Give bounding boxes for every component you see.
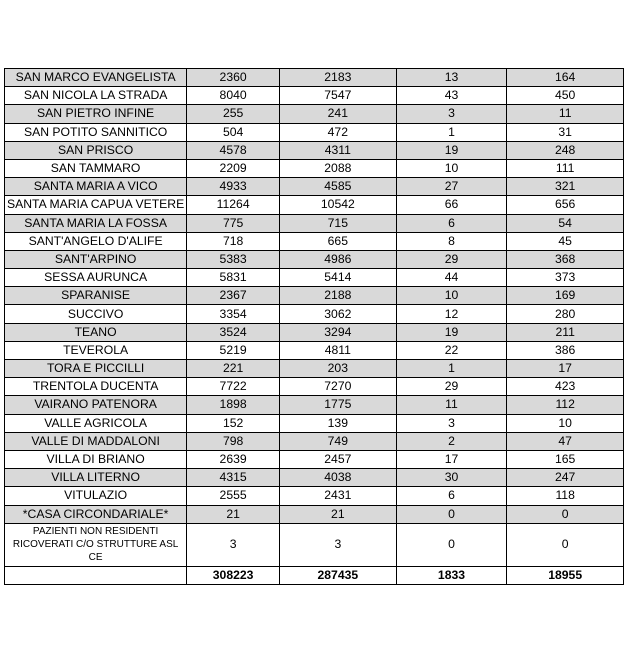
value-cell-3: 8 xyxy=(396,232,507,250)
value-cell-2: 4585 xyxy=(280,178,397,196)
value-cell-1: 7722 xyxy=(187,378,280,396)
value-cell-1: 221 xyxy=(187,360,280,378)
municipality-name-cell: TORA E PICCILLI xyxy=(5,360,187,378)
total-value-cell-2: 287435 xyxy=(280,566,397,584)
value-cell-2: 241 xyxy=(280,105,397,123)
value-cell-2: 7547 xyxy=(280,87,397,105)
table-row xyxy=(5,287,624,305)
table-row xyxy=(5,178,624,196)
table-row xyxy=(5,396,624,414)
value-cell-1: 2555 xyxy=(187,487,280,505)
value-cell-2: 21 xyxy=(280,505,397,523)
value-cell-4: 118 xyxy=(507,487,624,505)
value-cell-1: 5383 xyxy=(187,250,280,268)
value-cell-3: 12 xyxy=(396,305,507,323)
value-cell-1: 3524 xyxy=(187,323,280,341)
table-row xyxy=(5,159,624,177)
municipality-name-cell: VALLE DI MADDALONI xyxy=(5,432,187,450)
value-cell-3: 10 xyxy=(396,159,507,177)
value-cell-3: 19 xyxy=(396,141,507,159)
value-cell-4: 11 xyxy=(507,105,624,123)
value-cell-4: 112 xyxy=(507,396,624,414)
municipality-name-cell: *CASA CIRCONDARIALE* xyxy=(5,505,187,523)
table-row xyxy=(5,360,624,378)
municipality-name-cell: SAN PIETRO INFINE xyxy=(5,105,187,123)
table-body xyxy=(5,69,624,585)
municipality-name-cell: SANTA MARIA CAPUA VETERE xyxy=(5,196,187,214)
municipality-name-cell: VAIRANO PATENORA xyxy=(5,396,187,414)
municipality-name-cell: SAN NICOLA LA STRADA xyxy=(5,87,187,105)
municipality-name-cell: PAZIENTI NON RESIDENTI RICOVERATI C/O STRUTTURE ASL CE xyxy=(5,523,187,566)
value-cell-1: 4933 xyxy=(187,178,280,196)
value-cell-4: 54 xyxy=(507,214,624,232)
value-cell-1: 775 xyxy=(187,214,280,232)
value-cell-4: 280 xyxy=(507,305,624,323)
value-cell-1: 152 xyxy=(187,414,280,432)
value-cell-2: 4311 xyxy=(280,141,397,159)
table-row xyxy=(5,105,624,123)
value-cell-2: 5414 xyxy=(280,269,397,287)
table-row xyxy=(5,269,624,287)
value-cell-1: 3 xyxy=(187,523,280,566)
value-cell-2: 4986 xyxy=(280,250,397,268)
value-cell-1: 2360 xyxy=(187,69,280,87)
value-cell-4: 450 xyxy=(507,87,624,105)
municipality-name-cell: SUCCIVO xyxy=(5,305,187,323)
municipality-data-table xyxy=(4,68,624,585)
municipality-name-cell: SANTA MARIA LA FOSSA xyxy=(5,214,187,232)
table-row xyxy=(5,450,624,468)
value-cell-4: 368 xyxy=(507,250,624,268)
value-cell-2: 10542 xyxy=(280,196,397,214)
value-cell-3: 6 xyxy=(396,214,507,232)
municipality-name-cell: VITULAZIO xyxy=(5,487,187,505)
value-cell-3: 10 xyxy=(396,287,507,305)
municipality-name-cell: SANTA MARIA A VICO xyxy=(5,178,187,196)
value-cell-4: 211 xyxy=(507,323,624,341)
value-cell-1: 718 xyxy=(187,232,280,250)
value-cell-3: 3 xyxy=(396,105,507,123)
totals-label-cell xyxy=(5,566,187,584)
value-cell-2: 2431 xyxy=(280,487,397,505)
value-cell-2: 1775 xyxy=(280,396,397,414)
municipality-name-cell: SANT'ANGELO D'ALIFE xyxy=(5,232,187,250)
table-row xyxy=(5,250,624,268)
value-cell-4: 247 xyxy=(507,469,624,487)
value-cell-3: 6 xyxy=(396,487,507,505)
table-row xyxy=(5,305,624,323)
value-cell-1: 8040 xyxy=(187,87,280,105)
value-cell-4: 45 xyxy=(507,232,624,250)
municipality-name-cell: SAN MARCO EVANGELISTA xyxy=(5,69,187,87)
value-cell-4: 0 xyxy=(507,523,624,566)
value-cell-4: 0 xyxy=(507,505,624,523)
table-row xyxy=(5,323,624,341)
value-cell-1: 11264 xyxy=(187,196,280,214)
totals-row xyxy=(5,566,624,584)
value-cell-3: 13 xyxy=(396,69,507,87)
value-cell-2: 2088 xyxy=(280,159,397,177)
table-row xyxy=(5,432,624,450)
value-cell-3: 66 xyxy=(396,196,507,214)
value-cell-4: 169 xyxy=(507,287,624,305)
table-row xyxy=(5,196,624,214)
value-cell-4: 17 xyxy=(507,360,624,378)
municipality-name-cell: SESSA AURUNCA xyxy=(5,269,187,287)
table-row xyxy=(5,505,624,523)
value-cell-3: 17 xyxy=(396,450,507,468)
value-cell-2: 3294 xyxy=(280,323,397,341)
value-cell-2: 139 xyxy=(280,414,397,432)
value-cell-3: 0 xyxy=(396,505,507,523)
table-row xyxy=(5,214,624,232)
value-cell-1: 1898 xyxy=(187,396,280,414)
value-cell-4: 164 xyxy=(507,69,624,87)
municipality-name-cell: SAN PRISCO xyxy=(5,141,187,159)
table-row xyxy=(5,378,624,396)
table-row xyxy=(5,469,624,487)
value-cell-1: 5831 xyxy=(187,269,280,287)
value-cell-1: 3354 xyxy=(187,305,280,323)
value-cell-2: 472 xyxy=(280,123,397,141)
value-cell-3: 2 xyxy=(396,432,507,450)
table-row xyxy=(5,123,624,141)
value-cell-4: 321 xyxy=(507,178,624,196)
value-cell-1: 798 xyxy=(187,432,280,450)
table-row xyxy=(5,87,624,105)
value-cell-2: 715 xyxy=(280,214,397,232)
table-row xyxy=(5,232,624,250)
value-cell-4: 47 xyxy=(507,432,624,450)
value-cell-1: 255 xyxy=(187,105,280,123)
table-row xyxy=(5,341,624,359)
value-cell-3: 0 xyxy=(396,523,507,566)
value-cell-2: 4811 xyxy=(280,341,397,359)
table-row xyxy=(5,69,624,87)
value-cell-4: 248 xyxy=(507,141,624,159)
total-value-cell-3: 1833 xyxy=(396,566,507,584)
value-cell-2: 4038 xyxy=(280,469,397,487)
table-row xyxy=(5,141,624,159)
value-cell-2: 2457 xyxy=(280,450,397,468)
value-cell-3: 29 xyxy=(396,378,507,396)
value-cell-2: 749 xyxy=(280,432,397,450)
value-cell-4: 373 xyxy=(507,269,624,287)
total-value-cell-4: 18955 xyxy=(507,566,624,584)
value-cell-2: 3 xyxy=(280,523,397,566)
value-cell-4: 656 xyxy=(507,196,624,214)
municipality-name-cell: TEANO xyxy=(5,323,187,341)
municipality-name-cell: SPARANISE xyxy=(5,287,187,305)
municipality-name-cell: SAN POTITO SANNITICO xyxy=(5,123,187,141)
value-cell-3: 11 xyxy=(396,396,507,414)
value-cell-1: 21 xyxy=(187,505,280,523)
value-cell-3: 3 xyxy=(396,414,507,432)
value-cell-2: 2183 xyxy=(280,69,397,87)
value-cell-1: 4578 xyxy=(187,141,280,159)
value-cell-3: 1 xyxy=(396,123,507,141)
value-cell-3: 43 xyxy=(396,87,507,105)
municipality-name-cell: SAN TAMMARO xyxy=(5,159,187,177)
municipality-name-cell: VILLA LITERNO xyxy=(5,469,187,487)
total-value-cell-1: 308223 xyxy=(187,566,280,584)
table-row xyxy=(5,414,624,432)
value-cell-2: 2188 xyxy=(280,287,397,305)
municipality-name-cell: VALLE AGRICOLA xyxy=(5,414,187,432)
value-cell-3: 44 xyxy=(396,269,507,287)
value-cell-3: 22 xyxy=(396,341,507,359)
value-cell-3: 1 xyxy=(396,360,507,378)
value-cell-3: 19 xyxy=(396,323,507,341)
value-cell-1: 4315 xyxy=(187,469,280,487)
value-cell-3: 27 xyxy=(396,178,507,196)
value-cell-4: 31 xyxy=(507,123,624,141)
value-cell-2: 3062 xyxy=(280,305,397,323)
value-cell-1: 2209 xyxy=(187,159,280,177)
value-cell-4: 386 xyxy=(507,341,624,359)
value-cell-4: 165 xyxy=(507,450,624,468)
value-cell-4: 111 xyxy=(507,159,624,177)
municipality-name-cell: TEVEROLA xyxy=(5,341,187,359)
municipality-name-cell: VILLA DI BRIANO xyxy=(5,450,187,468)
table-row xyxy=(5,487,624,505)
municipality-name-cell: SANT'ARPINO xyxy=(5,250,187,268)
value-cell-1: 5219 xyxy=(187,341,280,359)
value-cell-1: 2639 xyxy=(187,450,280,468)
value-cell-4: 423 xyxy=(507,378,624,396)
value-cell-4: 10 xyxy=(507,414,624,432)
value-cell-3: 30 xyxy=(396,469,507,487)
table-row xyxy=(5,523,624,566)
value-cell-1: 504 xyxy=(187,123,280,141)
value-cell-1: 2367 xyxy=(187,287,280,305)
value-cell-2: 7270 xyxy=(280,378,397,396)
municipality-name-cell: TRENTOLA DUCENTA xyxy=(5,378,187,396)
value-cell-2: 203 xyxy=(280,360,397,378)
value-cell-3: 29 xyxy=(396,250,507,268)
value-cell-2: 665 xyxy=(280,232,397,250)
